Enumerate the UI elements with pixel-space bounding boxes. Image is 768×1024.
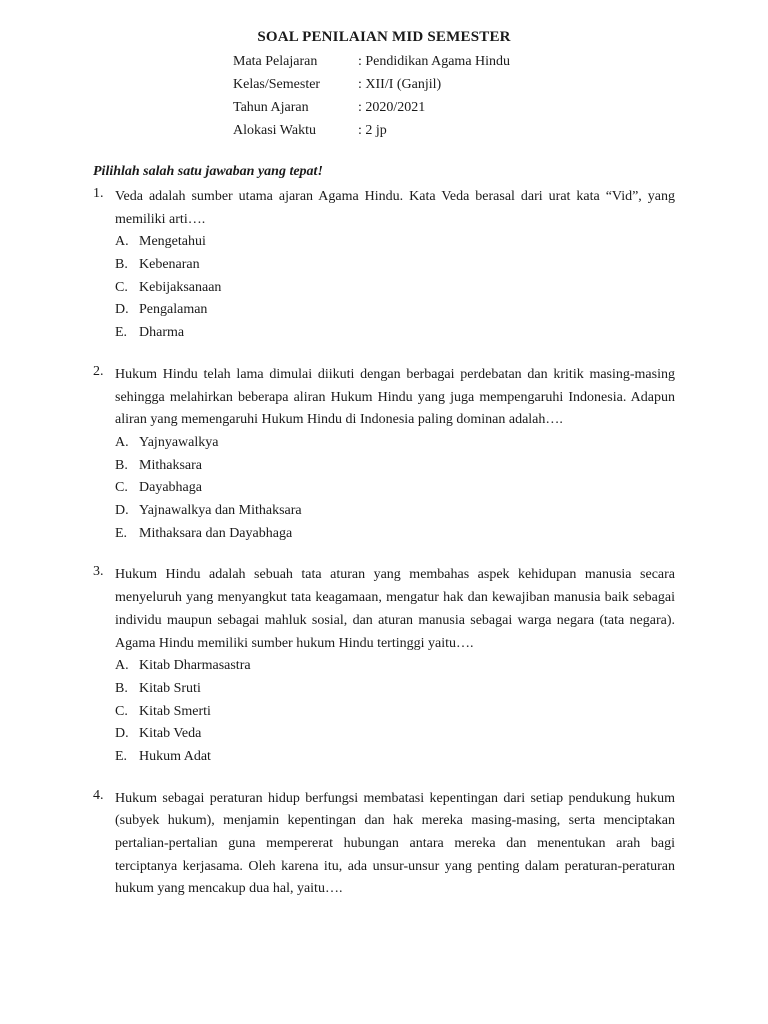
option-letter: A. (115, 234, 129, 250)
option-text: Mithaksara (139, 457, 202, 473)
option-item[interactable] (115, 254, 675, 277)
meta-row-time (233, 121, 510, 144)
option-letter: E. (115, 525, 128, 541)
option-letter: E. (115, 748, 128, 764)
option-letter: D. (115, 302, 129, 318)
option-letter: C. (115, 279, 128, 295)
option-text: Dharma (139, 325, 185, 341)
question-number: 4. (93, 787, 104, 803)
question-item (93, 364, 675, 546)
option-letter: B. (115, 680, 128, 696)
option-letter: C. (115, 480, 128, 496)
option-item[interactable] (115, 523, 675, 546)
meta-value: : XII/I (Ganjil) (358, 77, 442, 92)
option-letter: D. (115, 726, 129, 742)
meta-label: Mata Pelajaran (233, 54, 318, 69)
exam-meta-table (233, 52, 510, 144)
question-text: Hukum Hindu telah lama dimulai diikuti dengan berbagai perdebatan dan kritik masing-masing sehingga melahirkan beberapa aliran Hukum Hindu yang juga mempengaruhi Indonesia. Adapun aliran yang memengaruhi Hukum Hindu di Indonesia paling dominan adalah…. (115, 366, 675, 428)
meta-row-subject (233, 52, 510, 75)
option-letter: B. (115, 257, 128, 273)
option-item[interactable] (115, 477, 675, 500)
question-item (93, 564, 675, 768)
option-item[interactable] (115, 277, 675, 300)
option-text: Pengalaman (139, 302, 208, 318)
option-letter: C. (115, 703, 128, 719)
option-letter: D. (115, 503, 129, 519)
meta-value: : Pendidikan Agama Hindu (358, 54, 511, 69)
meta-value: : 2020/2021 (358, 100, 426, 115)
option-item[interactable] (115, 231, 675, 254)
option-item[interactable] (115, 455, 675, 478)
meta-row-year (233, 98, 510, 121)
meta-label: Kelas/Semester (233, 77, 321, 92)
option-text: Kitab Veda (139, 726, 202, 742)
question-number: 3. (93, 564, 104, 580)
option-item[interactable] (115, 655, 675, 678)
option-text: Kebijaksanaan (139, 279, 222, 295)
question-number: 1. (93, 186, 104, 201)
option-text: Mengetahui (139, 234, 206, 250)
meta-label: Alokasi Waktu (233, 123, 316, 138)
option-item[interactable] (115, 746, 675, 769)
option-item[interactable] (115, 678, 675, 701)
option-letter: B. (115, 457, 128, 473)
option-text: Yajnawalkya dan Mithaksara (139, 503, 302, 519)
option-item[interactable] (115, 723, 675, 746)
question-text: Hukum Hindu adalah sebuah tata aturan yang membahas aspek kehidupan manusia secara menyeluruh yang menyangkut tata keagamaan, mengatur hak dan kewajiban manusia baik sebagai individu maupun sebagai mahluk sosial, dan aturan manusia sebagai warga negara (tata negara). Agama Hindu memiliki sumber hukum Hindu tertinggi yaitu…. (115, 567, 675, 651)
option-list (115, 655, 675, 768)
page-title: SOAL PENILAIAN MID SEMESTER (257, 29, 511, 45)
meta-row-class (233, 75, 510, 98)
question-text: Hukum sebagai peraturan hidup berfungsi membatasi kepentingan dari setiap pendukung hukum (subyek hukum), menjamin kepentingan dan hak mereka masing-masing, serta menciptakan pertalian-pertalian guna mempererat hubungan antara mereka dan menentukan arah bagi terciptanya kerjasama. Oleh karena itu, ada unsur-unsur yang penting dalam peraturan-peraturan hukum yang mencakup dua hal, yaitu…. (115, 790, 675, 897)
option-text: Kitab Smerti (139, 703, 211, 719)
option-text: Hukum Adat (139, 748, 211, 764)
question-number: 2. (93, 363, 104, 379)
option-letter: E. (115, 325, 128, 341)
option-item[interactable] (115, 701, 675, 724)
option-item[interactable] (115, 322, 675, 345)
option-text: Dayabhaga (139, 480, 202, 496)
option-item[interactable] (115, 432, 675, 455)
option-list (115, 231, 675, 344)
option-text: Yajnyawalkya (139, 434, 219, 450)
question-text: Veda adalah sumber utama ajaran Agama Hindu. Kata Veda berasal dari urat kata “Vid”, yang memiliki arti…. (115, 189, 675, 227)
option-letter: A. (115, 434, 129, 450)
option-text: Kitab Sruti (139, 680, 201, 696)
instruction-text: Pilihlah salah satu jawaban yang tepat! (93, 164, 323, 179)
option-item[interactable] (115, 299, 675, 322)
question-item (93, 186, 675, 345)
option-list (115, 432, 675, 545)
meta-value: : 2 jp (358, 123, 387, 138)
option-text: Kebenaran (139, 257, 200, 273)
option-letter: A. (115, 658, 129, 674)
question-item (93, 788, 675, 902)
meta-label: Tahun Ajaran (233, 100, 309, 115)
option-text: Kitab Dharmasastra (139, 658, 251, 674)
question-list (93, 186, 675, 920)
option-text: Mithaksara dan Dayabhaga (139, 525, 293, 541)
option-item[interactable] (115, 500, 675, 523)
